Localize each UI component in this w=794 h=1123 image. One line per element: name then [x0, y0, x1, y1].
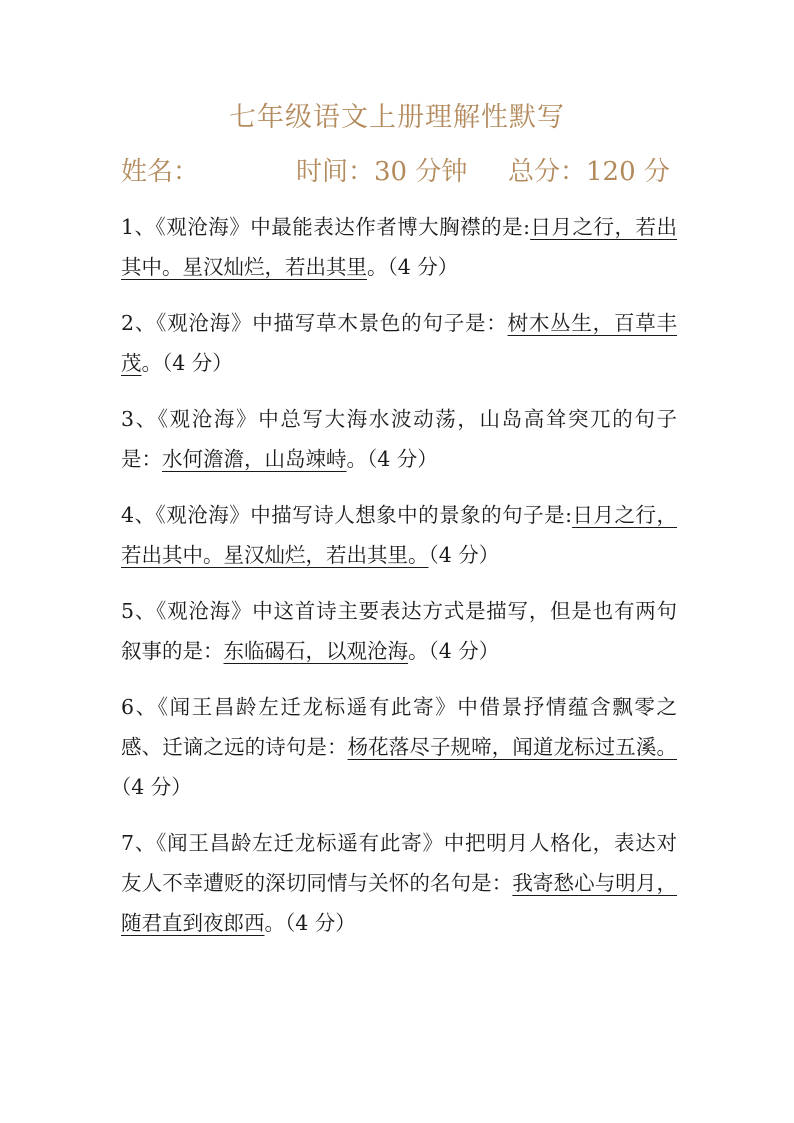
question-prompt: 6、《闻王昌龄左迁龙标遥有此寄》中借景抒情蕴含飘零之感、迁谪之远的诗句是：: [121, 695, 677, 759]
question-item: [121, 207, 677, 287]
question-item: [121, 303, 677, 383]
question-answer: 日月之行，若出其中。星汉灿烂，若出其里: [121, 215, 678, 279]
question-answer: 我寄愁心与明月，随君直到夜郎西: [121, 871, 678, 935]
question-score: （4 分）: [121, 775, 192, 799]
question-item: [121, 495, 677, 575]
question-suffix: 。: [346, 447, 367, 471]
question-suffix: 。: [264, 911, 285, 935]
question-list: [121, 207, 677, 959]
question-prompt: 7、《闻王昌龄左迁龙标遥有此寄》中把明月人格化，表达对友人不幸遭贬的深切同情与关怀的名句是：: [121, 831, 677, 895]
question-prompt: 2、《观沧海》中描写草木景色的句子是：: [121, 311, 508, 335]
total-score-label: 总分：120 分: [508, 157, 670, 187]
question-score: （4 分）: [285, 911, 356, 935]
question-suffix: 。: [408, 639, 429, 663]
question-prompt: 5、《观沧海》中这首诗主要表达方式是描写，但是也有两句叙事的是：: [121, 599, 677, 663]
question-score: （4 分）: [367, 447, 438, 471]
question-score: （4 分）: [387, 255, 459, 279]
question-prompt: 1、《观沧海》中最能表达作者博大胸襟的是:: [121, 215, 531, 239]
question-answer: 树木丛生，百草丰茂: [121, 311, 678, 375]
question-suffix: 。: [367, 255, 388, 279]
question-answer: 日月之行，若出其中。星汉灿烂，若出其里。: [121, 503, 678, 567]
question-item: [121, 823, 677, 943]
question-answer: 东临碣石，以观沧海: [223, 639, 408, 663]
question-prompt: 3、《观沧海》中总写大海水波动荡，山岛高耸突兀的句子是：: [121, 407, 677, 471]
question-answer: 水何澹澹，山岛竦峙: [162, 447, 347, 471]
question-suffix: 。: [141, 351, 162, 375]
question-score: （4 分）: [162, 351, 233, 375]
question-score: （4 分）: [428, 639, 500, 663]
question-item: [121, 591, 677, 671]
page-title: 七年级语文上册理解性默写: [229, 102, 565, 133]
time-label: 时间：30 分钟: [296, 157, 468, 187]
question-item: [121, 687, 677, 807]
question-score: （4 分）: [428, 543, 500, 567]
exam-info-line: [121, 152, 691, 192]
question-item: [121, 399, 677, 479]
question-prompt: 4、《观沧海》中描写诗人想象中的景象的句子是:: [121, 503, 573, 527]
name-label: 姓名：: [121, 157, 200, 187]
question-answer: 杨花落尽子规啼，闻道龙标过五溪。: [347, 735, 678, 759]
